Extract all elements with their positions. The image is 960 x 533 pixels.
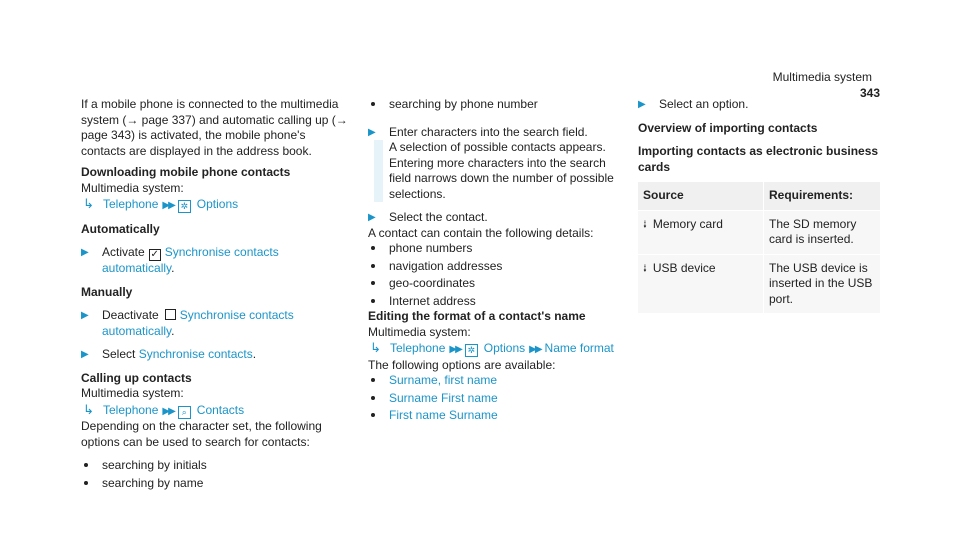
bullet-icon [371, 246, 375, 250]
source-text: Memory card [652, 216, 723, 231]
table-cell-source [638, 210, 764, 254]
contacts-link[interactable]: Contacts [196, 402, 245, 417]
import-heading: Importing contacts as electronic business cards [638, 144, 879, 174]
bullet-icon [371, 299, 375, 303]
source-text: USB device [652, 260, 716, 275]
name-format-link[interactable]: Name format [544, 341, 614, 355]
import-table [638, 182, 880, 313]
column-1 [81, 97, 353, 491]
list-item [368, 259, 623, 275]
list-item [368, 408, 623, 424]
activate-word: Activate [102, 245, 145, 259]
select-word: Select [102, 347, 136, 361]
table-header-row [638, 182, 880, 210]
calling-heading: Calling up contacts [81, 370, 192, 385]
list-item-text: Internet address [389, 293, 476, 308]
section-title: Multimedia system [772, 70, 872, 84]
telephone-link[interactable]: Telephone [390, 341, 446, 355]
multimedia-system-label: Multimedia system: [81, 180, 184, 195]
table-cell-requirement: The USB device is inserted in the USB port. [764, 254, 881, 313]
name-format-option[interactable]: First name Surname [389, 408, 498, 422]
menu-path-name-format [368, 340, 623, 358]
intro-paragraph: If a mobile phone is connected to the multimedia system (→ page 337) and automatic calling up (→ page 343) is activated, the mobile phone's contacts are displayed in the address book. [81, 97, 348, 158]
details-intro: A contact can contain the following details: [368, 225, 594, 240]
list-item [368, 391, 623, 407]
multimedia-system-label: Multimedia system: [81, 386, 184, 400]
menu-path-options [81, 196, 353, 214]
return-arrow-icon: ↳ [83, 196, 94, 211]
bullet-icon [84, 481, 88, 485]
step-arrow-icon: ▶ [368, 212, 376, 223]
list-item [81, 458, 353, 474]
telephone-link[interactable]: Telephone [103, 402, 159, 417]
select-sync-step: ▶ Select Synchronise contacts. [81, 347, 257, 361]
menu-path-contacts [81, 402, 353, 420]
bullet-icon [371, 281, 375, 285]
bullet-icon [371, 102, 375, 106]
chevron-right-icon: ▶▶ [529, 344, 541, 355]
bullet-icon [371, 264, 375, 268]
list-item [368, 294, 623, 310]
page-number: 343 [859, 85, 880, 100]
step-arrow-icon: ▶ [81, 247, 89, 258]
enter-step [368, 125, 623, 141]
chevron-right-icon: ▶▶ [162, 200, 174, 211]
table-cell-requirement: The SD memory card is inserted. [764, 210, 881, 254]
enter-text: Enter characters into the search field. [389, 124, 588, 139]
bullet-icon [371, 378, 375, 382]
list-item [81, 476, 353, 492]
bullet-icon [371, 396, 375, 400]
bullet-icon [84, 463, 88, 467]
deactivate-word: Deactivate [102, 308, 159, 322]
step-arrow-icon: ▶ [638, 99, 646, 110]
bullet-icon [371, 413, 375, 417]
list-item [368, 97, 623, 113]
table-row [638, 254, 880, 313]
sync-contacts-option[interactable]: Synchronise contacts [138, 347, 253, 361]
chevron-right-icon: ▶▶ [449, 344, 461, 355]
select-option-step [638, 97, 880, 113]
step-arrow-icon: ▶ [368, 126, 376, 138]
select-option-text: Select an option. [659, 97, 749, 111]
sync-auto-option[interactable]: Synchronise contacts automatically [102, 245, 279, 275]
list-item-text: phone numbers [389, 241, 473, 255]
sync-auto-option-off[interactable]: Synchronise contacts automatically [102, 308, 294, 338]
chevron-right-icon: ▶▶ [162, 405, 174, 417]
sd-card-icon: ⭭ [643, 218, 647, 231]
list-item [368, 276, 623, 292]
manually-heading: Manually [81, 284, 133, 299]
return-arrow-icon: ↳ [83, 401, 94, 417]
select-contact-step [368, 210, 623, 226]
list-item [368, 373, 623, 389]
automatically-heading: Automatically [81, 221, 160, 236]
options-link[interactable]: Options [196, 197, 239, 211]
checkbox-empty-icon [165, 309, 176, 320]
select-contact-text: Select the contact. [389, 210, 488, 224]
list-item-text: searching by phone number [389, 97, 538, 111]
enter-note: A selection of possible contacts appears. Entering more characters into the search field narrows down the number of possible selections. [374, 140, 623, 202]
depending-paragraph: Depending on the character set, the following options can be used to search for contacts: [81, 419, 322, 449]
multimedia-system-label: Multimedia system: [368, 324, 471, 339]
options-link[interactable]: Options [483, 341, 526, 355]
list-item [368, 241, 623, 257]
table-row [638, 210, 880, 254]
name-format-option[interactable]: Surname First name [389, 390, 498, 405]
list-item-text: searching by initials [102, 458, 207, 472]
table-header-source: Source [638, 182, 764, 210]
step-arrow-icon: ▶ [81, 349, 89, 360]
table-header-requirements: Requirements: [764, 182, 881, 210]
name-format-option[interactable]: Surname, first name [389, 373, 498, 387]
telephone-link[interactable]: Telephone [103, 197, 159, 211]
table-cell-source [638, 254, 764, 313]
list-item-text: geo-coordinates [389, 276, 476, 290]
checkbox-checked-icon: ✓ [150, 249, 159, 260]
list-item-text: searching by name [102, 475, 204, 490]
edit-format-heading: Editing the format of a contact's name [368, 309, 586, 323]
usb-icon: ⭭ [643, 262, 647, 275]
search-icon: ⌕ [178, 406, 191, 419]
step-arrow-icon: ▶ [81, 310, 89, 321]
column-2 [368, 97, 623, 424]
overview-heading: Overview of importing contacts [638, 120, 818, 135]
gear-icon: ✲ [178, 200, 191, 213]
return-arrow-icon: ↳ [370, 340, 381, 355]
downloading-heading: Downloading mobile phone contacts [81, 165, 291, 179]
deactivate-step: ▶ Deactivate Synchronise contacts automatically. [81, 308, 294, 338]
column-3 [638, 97, 880, 313]
list-item-text: navigation addresses [389, 258, 503, 273]
gear-icon: ✲ [465, 344, 478, 357]
activate-step: ▶ Activate ✓ Synchronise contacts automatically. [81, 245, 279, 275]
following-options-text: The following options are available: [368, 357, 556, 372]
